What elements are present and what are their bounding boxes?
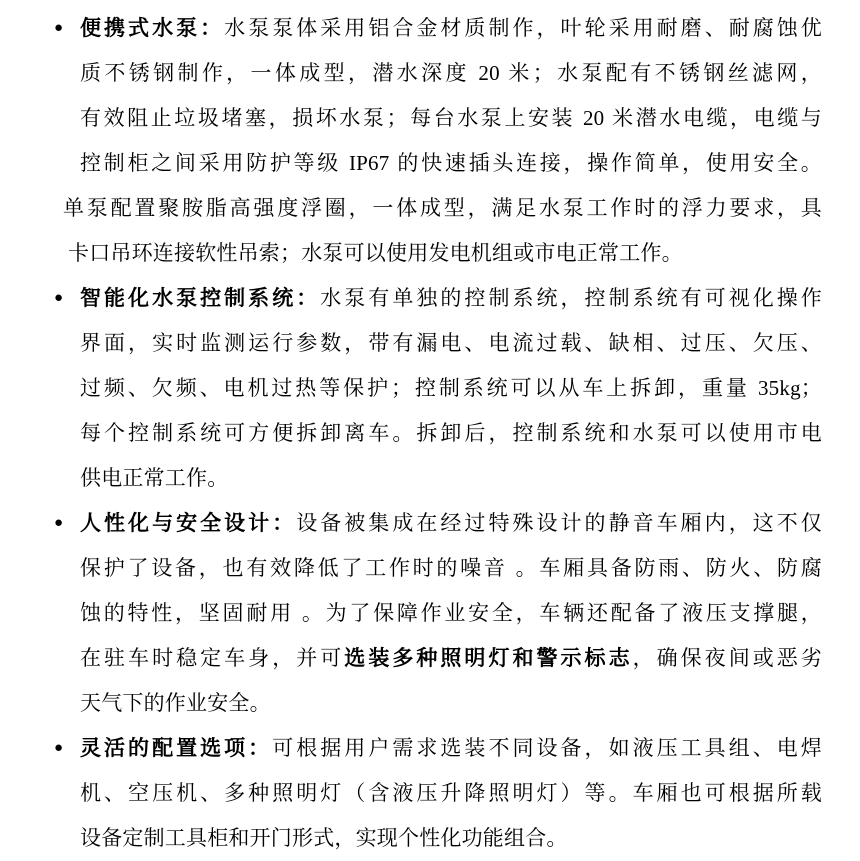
paragraph-line: [80, 636, 822, 681]
body-text: 控制柜之间采用防护等级 IP67 的快速插头连接，操作简单，使用安全。: [80, 151, 822, 175]
bullet-item: [54, 276, 822, 501]
body-text: 水泵有单独的控制系统，控制系统有可视化操作: [320, 286, 822, 310]
bullet-lines: [80, 501, 822, 726]
body-text: 机、空压机、多种照明灯（含液压升降照明灯）等。车厢也可根据所载: [80, 781, 822, 805]
body-text: 设备被集成在经过特殊设计的静音车厢内，这不仅: [296, 511, 822, 535]
paragraph-line: [80, 411, 822, 456]
bullet-icon: ●: [54, 290, 64, 306]
paragraph-line: [80, 366, 822, 411]
body-text: 可根据用户需求选装不同设备，如液压工具组、电焊: [272, 736, 822, 760]
document-body: [0, 6, 860, 861]
bullet-title: 智能化水泵控制系统：: [80, 286, 321, 310]
body-text: 过频、欠频、电机过热等保护；控制系统可以从车上拆卸，重量 35kg；: [80, 376, 822, 400]
body-text: 卡口吊环连接软性吊索；水泵可以使用发电机组或市电正常工作。: [68, 241, 683, 265]
body-text: 单泵配置聚胺脂高强度浮圈，一体成型，满足水泵工作时的浮力要求，具: [63, 196, 822, 220]
paragraph-line: [68, 231, 822, 276]
body-text: 保护了设备，也有效降低了工作时的噪音 。车厢具备防雨、防火、防腐: [80, 556, 822, 580]
bullet-title: 灵活的配置选项：: [80, 736, 273, 760]
body-text: 供电正常工作。: [80, 466, 229, 490]
body-text: 质不锈钢制作，一体成型，潜水深度 20 米；水泵配有不锈钢丝滤网，: [80, 61, 822, 85]
body-text: 每个控制系统可方便拆卸离车。拆卸后，控制系统和水泵可以使用市电: [80, 421, 822, 445]
body-text: 水泵泵体采用铝合金材质制作，叶轮采用耐磨、耐腐蚀优: [224, 16, 823, 40]
body-text: 设备定制工具柜和开门形式，实现个性化功能组合。: [80, 826, 568, 850]
body-text: 界面，实时监测运行参数，带有漏电、电流过载、缺相、过压、欠压、: [80, 331, 822, 355]
body-text: 天气下的作业安全。: [80, 691, 271, 715]
bullet-item: [54, 6, 823, 276]
bold-text: 选装多种照明灯和警示标志: [344, 646, 633, 670]
paragraph-line: [80, 771, 822, 816]
paragraph-line: [80, 456, 822, 501]
paragraph-line: [80, 591, 822, 636]
body-text: 蚀的特性，坚固耐用 。为了保障作业安全，车辆还配备了液压支撑腿，: [80, 601, 822, 625]
paragraph-line: [80, 141, 822, 186]
paragraph-line: [80, 726, 822, 771]
bullet-lines: [63, 6, 823, 276]
paragraph-line: [80, 276, 822, 321]
paragraph-line: [80, 501, 822, 546]
bullet-lines: [80, 726, 822, 861]
bullet-icon: ●: [54, 515, 64, 531]
bullet-title: 便携式水泵：: [80, 16, 225, 40]
bullet-title: 人性化与安全设计：: [80, 511, 297, 535]
paragraph-line: [63, 186, 822, 231]
paragraph-line: [80, 6, 822, 51]
bullet-icon: ●: [54, 740, 64, 756]
bullet-item: [54, 726, 822, 861]
paragraph-line: [80, 321, 822, 366]
bullet-icon: ●: [54, 20, 64, 36]
bullet-item: [54, 501, 822, 726]
bullet-list: [0, 6, 860, 861]
body-text: 有效阻止垃圾堵塞，损坏水泵；每台水泵上安装 20 米潜水电缆，电缆与: [80, 106, 822, 130]
bullet-lines: [80, 276, 822, 501]
paragraph-line: [80, 816, 822, 861]
paragraph-line: [80, 546, 822, 591]
paragraph-line: [80, 681, 822, 726]
body-text: ，确保夜间或恶劣: [632, 646, 822, 670]
paragraph-line: [80, 51, 822, 96]
body-text: 在驻车时稳定车身，并可: [80, 646, 345, 670]
paragraph-line: [80, 96, 822, 141]
